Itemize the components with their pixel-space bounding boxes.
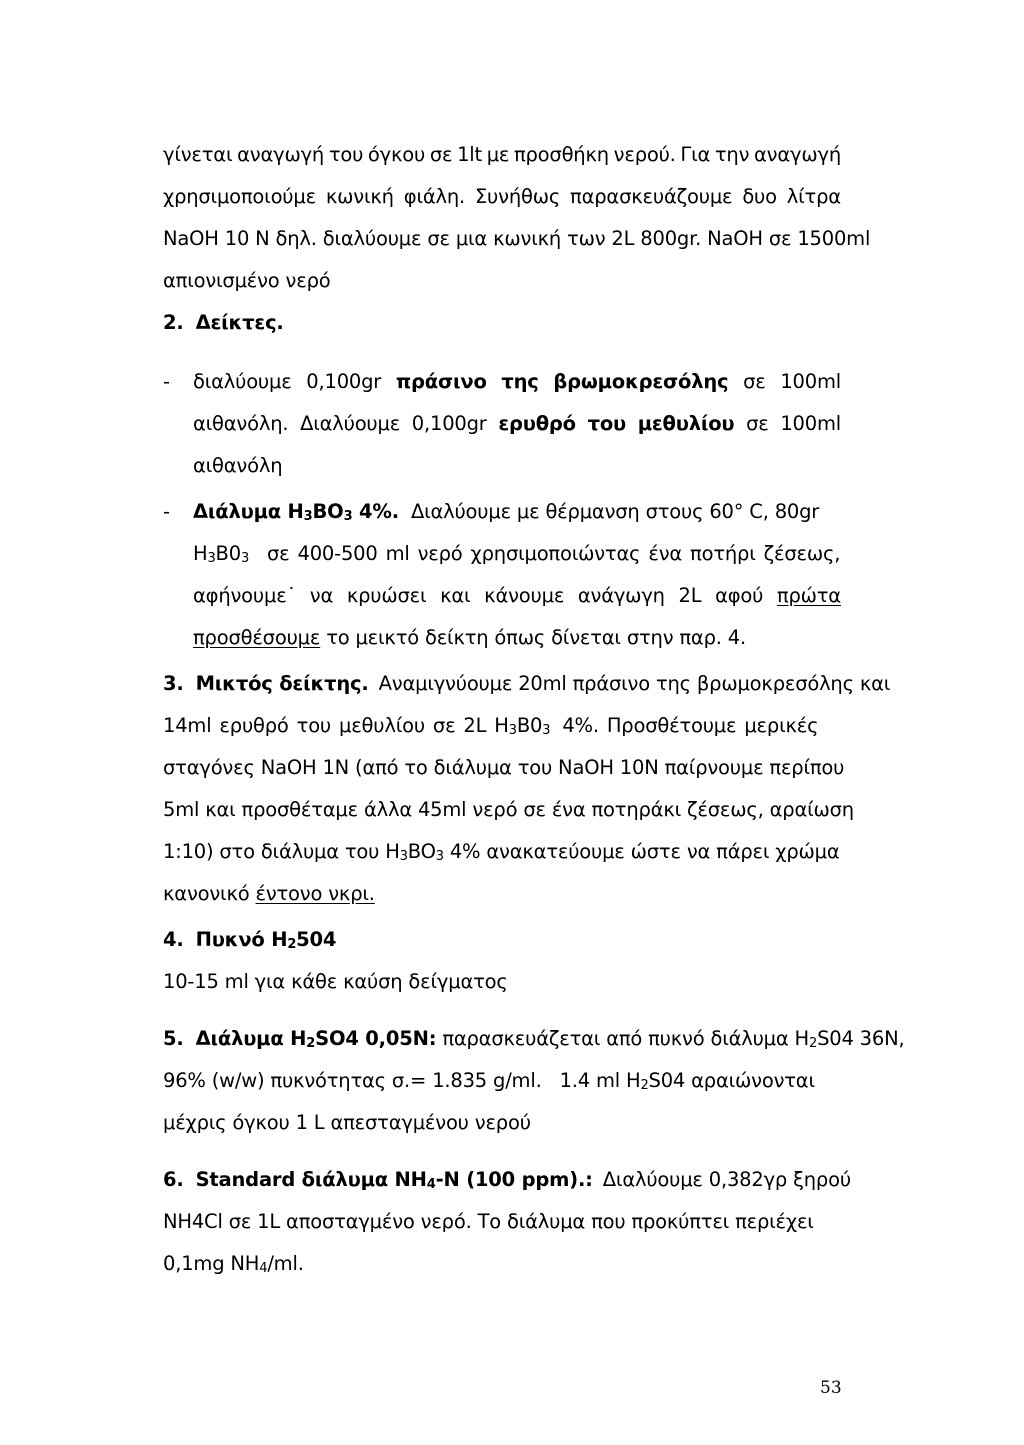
boric-solution-text: Διαλύουμε με θέρμανση στους 60° C, 80gr [410,500,820,523]
section-2-a2-word: Διαλύουμε [300,412,401,435]
section-2-b3-word: κρυώσει [346,584,427,607]
continuation-word: με [486,143,510,166]
section-2-a2-word: αιθανόλη. [193,412,289,435]
section-6-line-2: NH4Cl σε 1L αποσταγμένο νερό. Το διάλυμα που προκύπτει περιέχει [163,1210,814,1233]
section-2-b3-word: αφήνουμε˙ [193,584,297,607]
section-2-item-b-line-3 [193,584,841,608]
section-3-number: 3. [163,672,184,695]
section-2-number: 2. [163,311,184,334]
section-3-line-4: 5ml και προσθέταμε άλλα 45ml νερό σε ένα ποτηράκι ζέσεως, αραίωση [163,798,854,821]
section-2-b3-word: ανάγωγη [577,584,665,607]
continuation-word: την [714,143,750,166]
continuation-word: νερού. [613,143,676,166]
boric-solution-title: Διάλυμα $H_3BO_3$ 4%. [193,500,399,524]
continuation-word: αναγωγή [237,143,325,166]
section-3-line-2: 14ml ερυθρό του μεθυλίου σε 2L $H_3B0_3$ 4%. Προσθέτουμε μερικές [163,714,819,738]
section-6-number: 6. [163,1168,184,1191]
underlined-color: έντονο νκρι. [255,882,375,905]
para-continuation-line-1 [163,143,841,167]
page-number: 53 [820,1378,842,1398]
underlined-first: πρώτα [776,584,841,607]
section-4-line-1: 10-15 ml για κάθε καύση δείγματος [163,970,508,993]
section-2-a1-word: 100ml [780,370,841,393]
section-2-a1-word: σε [743,370,766,393]
underlined-add: προσθέσουμε [193,626,321,649]
continuation-word: όγκου [367,143,426,166]
section-2-item-b-line-4: προσθέσουμε το μεικτό δείκτη όπως δίνεται στην παρ. 4. [193,626,746,649]
continuation-word: του [328,143,364,166]
continuation-word: γίνεται [163,143,233,166]
continuation-word: φιάλη. [403,185,465,208]
para-continuation-line-2 [163,185,841,209]
continuation-word: Συνήθως [474,185,561,208]
section-2-b3-word: να [309,584,334,607]
section-2-title: Δείκτες. [195,311,284,334]
para-continuation-line-4: απιονισμένο νερό [163,269,331,292]
section-2-a1-word: 0,100gr [306,370,382,393]
continuation-word: παρασκευάζουμε [570,185,733,208]
continuation-word: λίτρα [786,185,841,208]
section-4-number: 4. [163,928,184,951]
continuation-word: σε [429,143,453,166]
para-continuation-line-3: NaOH 10 N δηλ. διαλύουμε σε μια κωνική των 2L 800gr. NaOH σε 1500ml [163,227,871,250]
section-2-b3-word: 2L [678,584,702,607]
bullet-dash-b: - [163,500,170,523]
section-2-a2-word: σε [746,412,769,435]
section-5-number: 5. [163,1027,184,1050]
section-2-heading [163,311,1024,335]
continuation-word: αναγωγή [754,143,841,166]
continuation-word: Για [680,143,711,166]
continuation-word: 1lt [457,143,482,166]
section-6-title: Standard διάλυμα $NH_4-N$ (100 ppm).: [195,1168,593,1192]
section-2-item-a-line-3: αιθανόλη [193,454,283,477]
continuation-word: κωνική [325,185,394,208]
section-2-a1-word: βρωμοκρεσόλης [553,370,729,393]
section-2-a2-word: 100ml [780,412,841,435]
continuation-word: προσθήκη [513,143,609,166]
section-2-b3-word: αφού [715,584,764,607]
section-2-b3-word: κάνουμε [484,584,565,607]
section-2-a2-word: μεθυλίου [637,412,735,435]
section-2-a1-word: διαλύουμε [193,370,292,393]
section-6-line-1: 6. Standard διάλυμα $NH_4-N$ (100 ppm).: Διαλύουμε 0,382γρ ξηρού [163,1168,851,1192]
section-5-line-3: μέχρις όγκου 1 L απεσταγμένου νερού [163,1111,531,1134]
section-6-line-3: 0,1mg $NH_4/ml$. [163,1252,304,1276]
section-2-a1-word: πράσινο [395,370,487,393]
section-5-line-2: 96% (w/w) πυκνότητας σ.= 1.835 g/ml. 1.4 ml $H_2S04$ αραιώνονται [163,1069,815,1093]
continuation-word: χρησιμοποιούμε [163,185,316,208]
section-5-line-1: 5. Διάλυμα $H_2SO4$ 0,05N: παρασκευάζεται από πυκνό διάλυμα $H_2S04$ 36N, [163,1027,905,1051]
section-4-title: Πυκνό $H_2504$ [195,928,337,952]
section-2-a1-word: της [501,370,539,393]
section-2-b3-word: και [440,584,471,607]
section-2-item-b-line-1 [193,500,1024,524]
section-5-title: Διάλυμα $H_2SO4$ 0,05N: [195,1027,437,1051]
section-2-item-a-line-1 [193,370,841,394]
section-3-line-6: κανονικό έντονο νκρι. [163,882,375,905]
bullet-dash-a: - [163,370,170,393]
section-3-line-3: σταγόνες NaOH 1N (από το διάλυμα του NaOH 10N παίρνουμε περίπου [163,756,845,779]
section-3-title: Μικτός δείκτης. [195,672,369,695]
section-2-a2-word: του [587,412,627,435]
continuation-word: δυο [742,185,777,208]
section-4-heading [163,928,1024,952]
section-3-line-5: 1:10) στο διάλυμα του $H_3BO_3$ 4% ανακατεύουμε ώστε να πάρει χρώμα [163,840,840,864]
section-2-item-a-line-2 [193,412,841,436]
section-2-item-b-line-2: $H_3B0_3$ σε 400-500 ml νερό χρησιμοποιώντας ένα ποτήρι ζέσεως, [193,542,841,566]
section-3-line-1: 3. Μικτός δείκτης. Αναμιγνύουμε 20ml πράσινο της βρωμοκρεσόλης και [163,672,891,695]
section-2-a2-word: ερυθρό [498,412,576,435]
section-2-a2-word: 0,100gr [411,412,487,435]
